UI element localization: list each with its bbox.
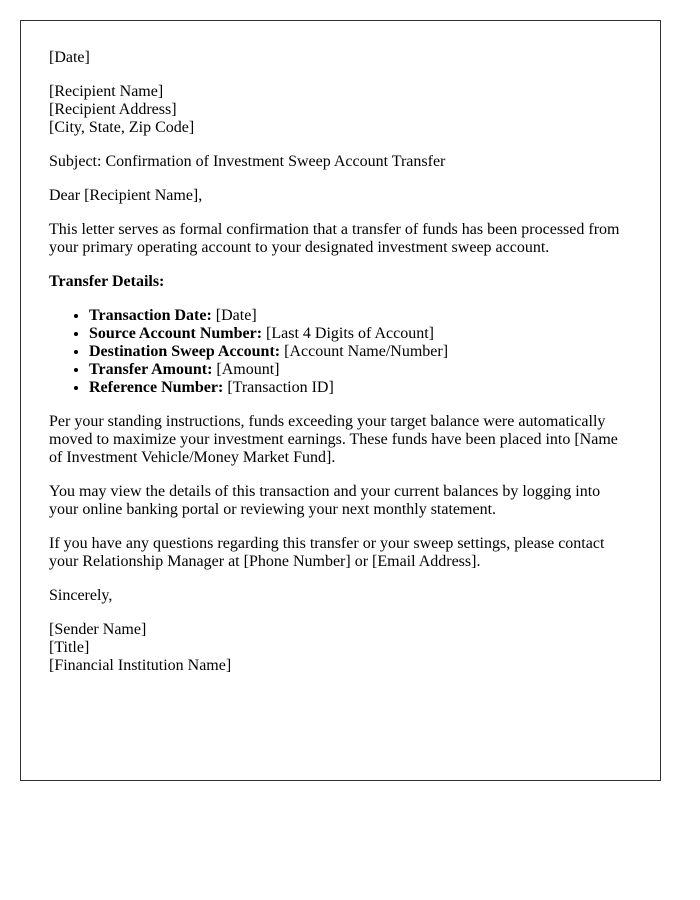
- paragraph-standing-instructions: Per your standing instructions, funds exceeding your target balance were automatically moved to maximize your investment earnings. These funds have been placed into [Name of Investment Vehicle/Money Market Fund].: [49, 413, 618, 466]
- detail-label: Reference Number:: [89, 379, 224, 396]
- details-list: [49, 307, 632, 397]
- subject: Subject: Confirmation of Investment Sweep Account Transfer: [49, 153, 446, 170]
- detail-label: Transfer Amount:: [89, 361, 213, 378]
- recipient-city: [City, State, Zip Code]: [49, 119, 195, 136]
- detail-value: [Amount]: [212, 361, 280, 378]
- detail-value: [Date]: [211, 307, 257, 324]
- paragraph-view-details: You may view the details of this transaction and your current balances by logging into your online banking portal or reviewing your next monthly statement.: [49, 483, 601, 518]
- detail-item: [89, 361, 632, 379]
- letter: [20, 20, 661, 781]
- sender-institution: [Financial Institution Name]: [49, 657, 232, 674]
- intro-paragraph: This letter serves as formal confirmation that a transfer of funds has been processed from your primary operating account to your designated investment sweep account.: [49, 221, 620, 256]
- recipient-address: [Recipient Address]: [49, 101, 177, 118]
- details-heading-text: Transfer Details:: [49, 273, 165, 290]
- detail-label: Transaction Date:: [89, 307, 212, 324]
- detail-item: [89, 307, 632, 325]
- details-heading: [49, 273, 632, 291]
- sender-block: [49, 621, 632, 675]
- detail-value: [Account Name/Number]: [280, 343, 449, 360]
- date: [Date]: [49, 49, 90, 66]
- closing: Sincerely,: [49, 587, 113, 604]
- detail-label: Source Account Number:: [89, 325, 263, 342]
- detail-item: [89, 343, 632, 361]
- detail-label: Destination Sweep Account:: [89, 343, 281, 360]
- sender-title: [Title]: [49, 639, 90, 656]
- detail-item: [89, 379, 632, 397]
- detail-value: [Last 4 Digits of Account]: [262, 325, 434, 342]
- sender-name: [Sender Name]: [49, 621, 147, 638]
- salutation: Dear [Recipient Name],: [49, 187, 203, 204]
- paragraph-contact: If you have any questions regarding this transfer or your sweep settings, please contact your Relationship Manager at [Phone Number] or [Email Address].: [49, 535, 605, 570]
- recipient-name: [Recipient Name]: [49, 83, 164, 100]
- detail-value: [Transaction ID]: [223, 379, 334, 396]
- detail-item: [89, 325, 632, 343]
- recipient-block: [49, 83, 632, 137]
